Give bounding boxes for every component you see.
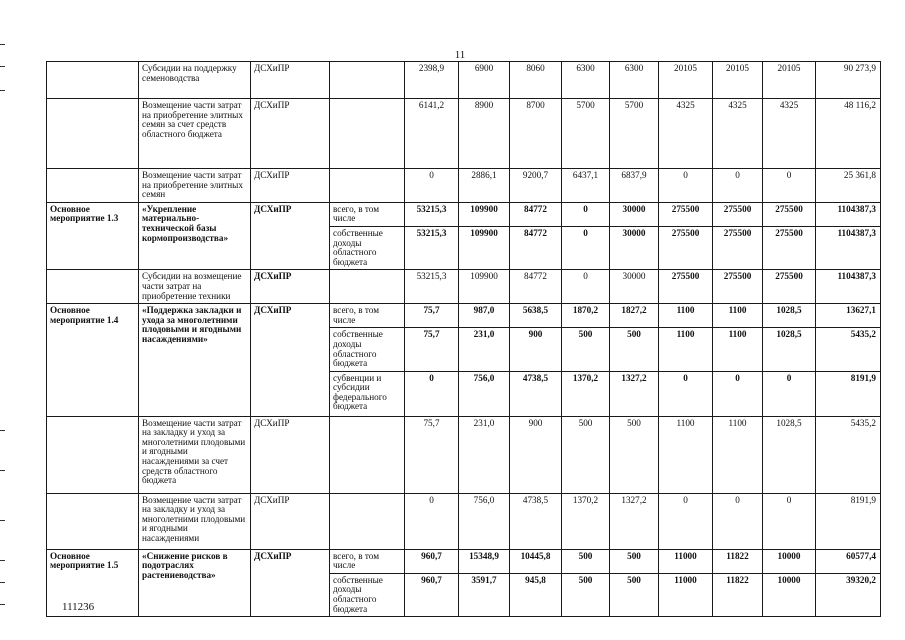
- total-cell: 1104387,3: [816, 226, 881, 269]
- executor-cell: ДСХиПР: [251, 270, 330, 304]
- value-cell: 6437,1: [562, 169, 610, 203]
- table-row: [47, 493, 881, 549]
- value-cell: 15348,9: [459, 549, 510, 573]
- value-cell: 11822: [713, 573, 763, 616]
- executor-cell: ДСХиПР: [251, 416, 330, 493]
- value-cell: 960,7: [405, 549, 459, 573]
- table-row: [47, 62, 881, 99]
- value-cell: 1370,2: [562, 371, 610, 416]
- value-cell: 1327,2: [610, 493, 659, 549]
- value-cell: 11000: [659, 573, 713, 616]
- value-cell: 8060: [510, 62, 562, 99]
- value-cell: 275500: [763, 202, 816, 226]
- value-cell: 231,0: [459, 328, 510, 371]
- measure-name-cell: [47, 270, 139, 304]
- value-cell: 109900: [459, 202, 510, 226]
- measure-name-cell: [47, 99, 139, 169]
- value-cell: 275500: [713, 226, 763, 269]
- total-cell: 8191,9: [816, 493, 881, 549]
- value-cell: 8900: [459, 99, 510, 169]
- value-cell: 231,0: [459, 416, 510, 493]
- value-cell: 0: [405, 493, 459, 549]
- value-cell: 0: [562, 226, 610, 269]
- value-cell: 500: [610, 549, 659, 573]
- value-cell: 275500: [659, 202, 713, 226]
- value-cell: 900: [510, 416, 562, 493]
- funding-source-cell: [330, 169, 405, 203]
- value-cell: 987,0: [459, 304, 510, 328]
- value-cell: 6141,2: [405, 99, 459, 169]
- page-number: 11: [454, 49, 466, 61]
- value-cell: 0: [713, 493, 763, 549]
- total-cell: 5435,2: [816, 328, 881, 371]
- total-cell: 60577,4: [816, 549, 881, 573]
- value-cell: 84772: [510, 270, 562, 304]
- value-cell: 275500: [763, 226, 816, 269]
- measure-name-cell: Основное мероприятие 1.4: [47, 304, 139, 417]
- value-cell: 53215,3: [405, 270, 459, 304]
- value-cell: 0: [659, 371, 713, 416]
- measure-name-cell: [47, 169, 139, 203]
- value-cell: 275500: [659, 270, 713, 304]
- value-cell: 756,0: [459, 371, 510, 416]
- value-cell: 6300: [610, 62, 659, 99]
- event-cell: Субсидии на возмещение части затрат на приобретение техники: [139, 270, 251, 304]
- value-cell: 5700: [562, 99, 610, 169]
- value-cell: 0: [405, 169, 459, 203]
- funding-source-cell: всего, в том числе: [330, 202, 405, 226]
- event-cell: Возмещение части затрат на приобретение элитных семян за счет средств областного бюджета: [139, 99, 251, 169]
- value-cell: 1100: [713, 328, 763, 371]
- value-cell: 1028,5: [763, 328, 816, 371]
- value-cell: 6837,9: [610, 169, 659, 203]
- event-cell: Возмещение части затрат на закладку и уход за многолетними плодовыми и ягодными насаждениями: [139, 493, 251, 549]
- value-cell: 20105: [713, 62, 763, 99]
- value-cell: 2886,1: [459, 169, 510, 203]
- scan-edge-marks: [0, 0, 6, 640]
- total-cell: 5435,2: [816, 416, 881, 493]
- value-cell: 5700: [610, 99, 659, 169]
- funding-source-cell: [330, 493, 405, 549]
- executor-cell: ДСХиПР: [251, 202, 330, 270]
- value-cell: 0: [562, 270, 610, 304]
- event-cell: «Поддержка закладки и ухода за многолетними плодовыми и ягодными насаждениями»: [139, 304, 251, 417]
- value-cell: 4325: [713, 99, 763, 169]
- value-cell: 1028,5: [763, 416, 816, 493]
- value-cell: 900: [510, 328, 562, 371]
- value-cell: 0: [405, 371, 459, 416]
- event-cell: Возмещение части затрат на закладку и уход за многолетними плодовыми и ягодными насаждениями за счет средств областного бюджета: [139, 416, 251, 493]
- value-cell: 10000: [763, 573, 816, 616]
- value-cell: 1100: [713, 304, 763, 328]
- table-row: [47, 169, 881, 203]
- event-cell: Субсидии на поддержку семеноводства: [139, 62, 251, 99]
- value-cell: 109900: [459, 270, 510, 304]
- value-cell: 500: [610, 573, 659, 616]
- measure-name-cell: [47, 416, 139, 493]
- value-cell: 53215,3: [405, 202, 459, 226]
- value-cell: 10445,8: [510, 549, 562, 573]
- value-cell: 1870,2: [562, 304, 610, 328]
- value-cell: 9200,7: [510, 169, 562, 203]
- value-cell: 20105: [659, 62, 713, 99]
- value-cell: 4325: [659, 99, 713, 169]
- value-cell: 53215,3: [405, 226, 459, 269]
- value-cell: 4738,5: [510, 371, 562, 416]
- value-cell: 0: [763, 371, 816, 416]
- event-cell: «Укрепление материально-технической базы кормопроизводства»: [139, 202, 251, 270]
- value-cell: 4738,5: [510, 493, 562, 549]
- value-cell: 275500: [713, 270, 763, 304]
- value-cell: 0: [763, 493, 816, 549]
- value-cell: 84772: [510, 202, 562, 226]
- value-cell: 1100: [659, 416, 713, 493]
- total-cell: 39320,2: [816, 573, 881, 616]
- value-cell: 756,0: [459, 493, 510, 549]
- value-cell: 8700: [510, 99, 562, 169]
- value-cell: 500: [562, 416, 610, 493]
- value-cell: 30000: [610, 202, 659, 226]
- executor-cell: ДСХиПР: [251, 304, 330, 417]
- value-cell: 11000: [659, 549, 713, 573]
- value-cell: 275500: [763, 270, 816, 304]
- table-row: [47, 549, 881, 573]
- executor-cell: ДСХиПР: [251, 62, 330, 99]
- funding-source-cell: собственные доходы областного бюджета: [330, 226, 405, 269]
- program-table: [46, 61, 881, 617]
- value-cell: 0: [763, 169, 816, 203]
- measure-name-cell: Основное мероприятие 1.3: [47, 202, 139, 270]
- value-cell: 2398,9: [405, 62, 459, 99]
- table-row: [47, 202, 881, 226]
- value-cell: 500: [562, 549, 610, 573]
- value-cell: 945,8: [510, 573, 562, 616]
- value-cell: 1827,2: [610, 304, 659, 328]
- value-cell: 75,7: [405, 416, 459, 493]
- value-cell: 75,7: [405, 328, 459, 371]
- value-cell: 10000: [763, 549, 816, 573]
- value-cell: 1100: [713, 416, 763, 493]
- value-cell: 1100: [659, 304, 713, 328]
- value-cell: 20105: [763, 62, 816, 99]
- executor-cell: ДСХиПР: [251, 493, 330, 549]
- value-cell: 1100: [659, 328, 713, 371]
- value-cell: 0: [713, 169, 763, 203]
- table-row: [47, 270, 881, 304]
- value-cell: 6900: [459, 62, 510, 99]
- total-cell: 48 116,2: [816, 99, 881, 169]
- measure-name-cell: [47, 62, 139, 99]
- value-cell: 275500: [659, 226, 713, 269]
- value-cell: 0: [659, 169, 713, 203]
- value-cell: 75,7: [405, 304, 459, 328]
- total-cell: 13627,1: [816, 304, 881, 328]
- value-cell: 84772: [510, 226, 562, 269]
- funding-source-cell: всего, в том числе: [330, 549, 405, 573]
- funding-source-cell: субвенции и субсидии федерального бюджета: [330, 371, 405, 416]
- value-cell: 6300: [562, 62, 610, 99]
- value-cell: 960,7: [405, 573, 459, 616]
- value-cell: 4325: [763, 99, 816, 169]
- event-cell: Возмещение части затрат на приобретение элитных семян: [139, 169, 251, 203]
- executor-cell: ДСХиПР: [251, 549, 330, 617]
- value-cell: 0: [659, 493, 713, 549]
- value-cell: 11822: [713, 549, 763, 573]
- total-cell: 90 273,9: [816, 62, 881, 99]
- funding-source-cell: [330, 270, 405, 304]
- funding-source-cell: [330, 62, 405, 99]
- value-cell: 0: [713, 371, 763, 416]
- table-row: [47, 99, 881, 169]
- value-cell: 5638,5: [510, 304, 562, 328]
- value-cell: 1327,2: [610, 371, 659, 416]
- total-cell: 1104387,3: [816, 202, 881, 226]
- funding-source-cell: [330, 416, 405, 493]
- total-cell: 8191,9: [816, 371, 881, 416]
- table-row: [47, 304, 881, 328]
- value-cell: 500: [610, 328, 659, 371]
- value-cell: 500: [562, 573, 610, 616]
- document-code: 111236: [62, 601, 95, 613]
- funding-source-cell: собственные доходы областного бюджета: [330, 573, 405, 616]
- value-cell: 0: [562, 202, 610, 226]
- total-cell: 1104387,3: [816, 270, 881, 304]
- value-cell: 500: [562, 328, 610, 371]
- value-cell: 30000: [610, 270, 659, 304]
- event-cell: «Снижение рисков в подотраслях растениеводства»: [139, 549, 251, 617]
- value-cell: 1028,5: [763, 304, 816, 328]
- value-cell: 1370,2: [562, 493, 610, 549]
- funding-source-cell: [330, 99, 405, 169]
- total-cell: 25 361,8: [816, 169, 881, 203]
- value-cell: 500: [610, 416, 659, 493]
- value-cell: 275500: [713, 202, 763, 226]
- value-cell: 30000: [610, 226, 659, 269]
- table-row: [47, 416, 881, 493]
- value-cell: 3591,7: [459, 573, 510, 616]
- executor-cell: ДСХиПР: [251, 169, 330, 203]
- funding-source-cell: собственные доходы областного бюджета: [330, 328, 405, 371]
- measure-name-cell: [47, 493, 139, 549]
- measure-name-cell: Основное мероприятие 1.5: [47, 549, 139, 617]
- value-cell: 109900: [459, 226, 510, 269]
- executor-cell: ДСХиПР: [251, 99, 330, 169]
- funding-source-cell: всего, в том числе: [330, 304, 405, 328]
